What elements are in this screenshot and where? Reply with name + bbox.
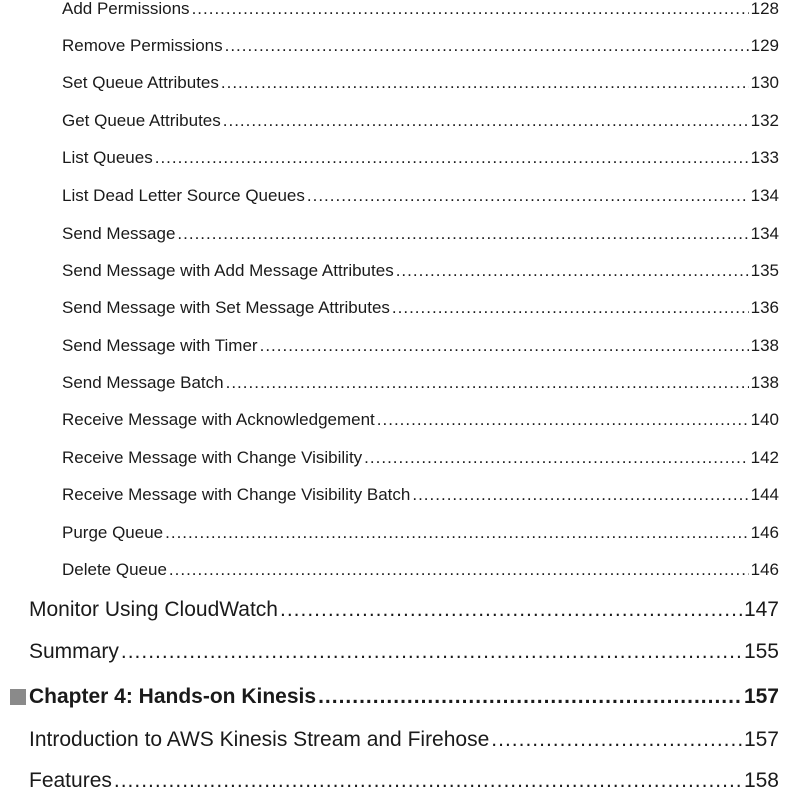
dot-leader <box>280 596 742 624</box>
toc-section-title: Features <box>29 769 112 792</box>
toc-entry-title: Set Queue Attributes <box>62 73 219 92</box>
toc-entry-title: Receive Message with Change Visibility Batch <box>62 485 411 504</box>
toc-entry-page: 132 <box>750 111 779 130</box>
toc-entry-page: 140 <box>750 410 779 429</box>
toc-entry-page: 129 <box>750 36 779 55</box>
dot-leader <box>226 372 749 394</box>
dot-leader <box>225 35 749 57</box>
toc-entry-title: Send Message Batch <box>62 373 224 392</box>
dot-leader <box>377 409 749 431</box>
toc-entry-page: 128 <box>750 0 779 18</box>
toc-entry <box>62 147 779 169</box>
toc-entry <box>62 484 779 506</box>
toc-entry-page: 136 <box>750 298 779 317</box>
toc-entry-page: 146 <box>750 523 779 542</box>
toc-entry <box>62 260 779 282</box>
toc-entry-page: 146 <box>750 560 779 579</box>
dot-leader <box>412 484 748 506</box>
toc-entry-title: Send Message with Timer <box>62 336 258 355</box>
toc-entry <box>62 335 779 357</box>
toc-entry <box>62 35 779 57</box>
toc-section-page: 158 <box>743 769 779 792</box>
toc-entry-page: 142 <box>750 448 779 467</box>
toc-entry-title: Receive Message with Acknowledgement <box>62 410 375 429</box>
toc-entry-page: 130 <box>750 73 779 92</box>
toc-entry <box>62 297 779 319</box>
dot-leader <box>121 638 742 666</box>
toc-entry <box>62 110 779 132</box>
toc-section-page: 155 <box>743 640 779 663</box>
toc-section-entry <box>29 767 779 795</box>
toc-chapter-entry <box>29 683 779 711</box>
toc-entry-title: Receive Message with Change Visibility <box>62 448 363 467</box>
toc-section-page: 157 <box>743 728 779 751</box>
toc-entry-title: List Dead Letter Source Queues <box>62 186 305 205</box>
toc-entry-page: 134 <box>750 186 779 205</box>
toc-entry-page: 133 <box>750 148 779 167</box>
dot-leader <box>177 223 748 245</box>
dot-leader <box>114 767 742 795</box>
toc-entry <box>62 223 779 245</box>
dot-leader <box>396 260 749 282</box>
dot-leader <box>192 0 749 20</box>
toc-entry-page: 134 <box>750 224 779 243</box>
toc-entry-page: 144 <box>750 485 779 504</box>
toc-entry-title: Add Permissions <box>62 0 190 18</box>
toc-entry-title: Send Message with Set Message Attributes <box>62 298 390 317</box>
toc-entry-page: 138 <box>750 373 779 392</box>
toc-entry <box>62 0 779 20</box>
toc-entry-title: Get Queue Attributes <box>62 111 221 130</box>
toc-entry-title: Send Message with Add Message Attributes <box>62 261 394 280</box>
toc-entry <box>62 559 779 581</box>
toc-entry-title: List Queues <box>62 148 153 167</box>
toc-chapter-page: 157 <box>743 685 779 708</box>
toc-entry-page: 135 <box>750 261 779 280</box>
toc-section-title: Summary <box>29 640 119 663</box>
dot-leader <box>221 72 749 94</box>
toc-entry <box>62 409 779 431</box>
toc-entry-title: Remove Permissions <box>62 36 223 55</box>
toc-chapter-title: Chapter 4: Hands-on Kinesis <box>29 685 317 708</box>
toc-section-entry <box>29 726 779 754</box>
toc-entry-title: Delete Queue <box>62 560 167 579</box>
dot-leader <box>392 297 749 319</box>
chapter-marker-square <box>10 689 26 705</box>
dot-leader <box>165 522 748 544</box>
dot-leader <box>318 683 742 711</box>
toc-entry-title: Purge Queue <box>62 523 164 542</box>
dot-leader <box>364 447 748 469</box>
toc-section-page: 147 <box>743 598 779 621</box>
dot-leader <box>223 110 749 132</box>
dot-leader <box>307 185 749 207</box>
toc-entry <box>62 185 779 207</box>
toc-entry <box>62 72 779 94</box>
dot-leader <box>169 559 749 581</box>
toc-section-entry <box>29 638 779 666</box>
toc-entry <box>62 447 779 469</box>
toc-entry-title: Send Message <box>62 224 176 243</box>
dot-leader <box>491 726 742 754</box>
dot-leader <box>155 147 749 169</box>
toc-section-title: Introduction to AWS Kinesis Stream and Firehose <box>29 728 490 751</box>
toc-section-entry <box>29 596 779 624</box>
dot-leader <box>260 335 749 357</box>
toc-entry <box>62 522 779 544</box>
toc-section-title: Monitor Using CloudWatch <box>29 598 278 621</box>
toc-entry <box>62 372 779 394</box>
toc-entry-page: 138 <box>750 336 779 355</box>
